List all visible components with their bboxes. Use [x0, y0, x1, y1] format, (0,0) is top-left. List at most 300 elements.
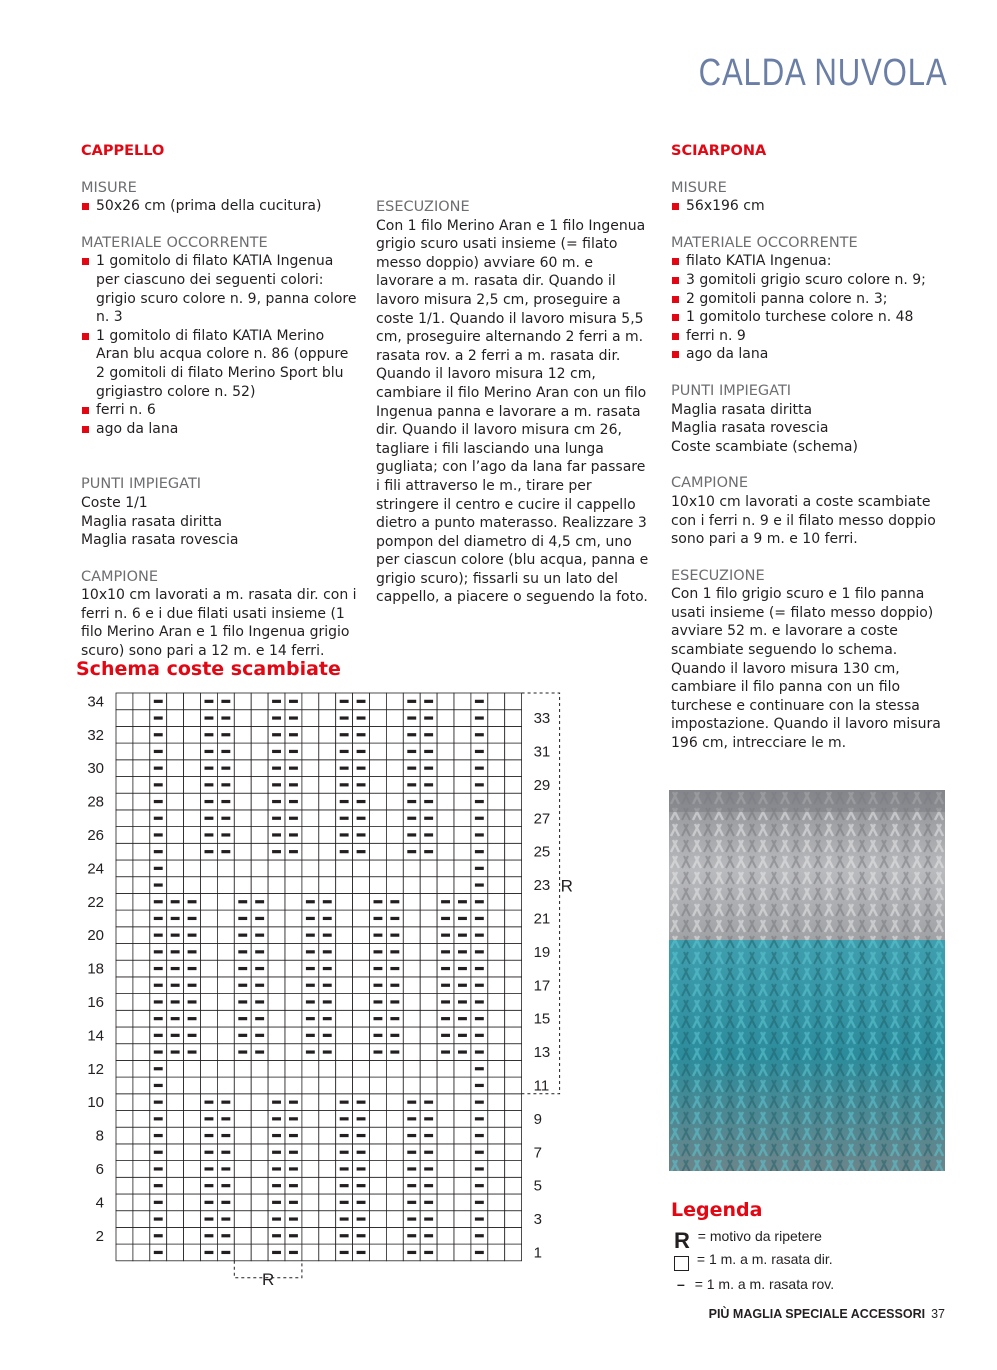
- purl-mark: [323, 1050, 332, 1053]
- row-label-right: 11: [533, 1077, 550, 1095]
- purl-mark: [475, 867, 484, 870]
- purl-mark: [205, 750, 214, 753]
- chart-cell: [488, 1060, 505, 1077]
- chart-cell: [133, 1177, 150, 1194]
- row-label-right: 27: [533, 810, 551, 828]
- purl-mark: [323, 1000, 332, 1003]
- chart-cell: [454, 1127, 471, 1144]
- purl-mark: [323, 950, 332, 953]
- purl-mark: [424, 1201, 433, 1204]
- chart-cell: [386, 877, 403, 894]
- chart-cell: [302, 860, 319, 877]
- purl-mark: [205, 817, 214, 820]
- purl-mark: [475, 1167, 484, 1170]
- chart-cell: [285, 1077, 302, 1094]
- purl-mark: [154, 1084, 163, 1087]
- chart-cell: [184, 1227, 201, 1244]
- chart-cell: [184, 1094, 201, 1111]
- footer-text: PIÙ MAGLIA SPECIALE ACCESSORI: [708, 1307, 926, 1321]
- chart-cell: [167, 1177, 184, 1194]
- purl-mark: [475, 1050, 484, 1053]
- chart-cell: [437, 1127, 454, 1144]
- chart-cell: [488, 1044, 505, 1061]
- sciarpona-esecuzione-label: ESECUZIONE: [671, 567, 765, 584]
- purl-mark: [238, 900, 247, 903]
- chart-cell: [167, 1194, 184, 1211]
- chart-cell: [353, 960, 370, 977]
- chart-cell: [234, 1194, 251, 1211]
- purl-mark: [205, 716, 214, 719]
- chart-cell: [505, 760, 522, 777]
- chart-cell: [217, 860, 234, 877]
- chart-cell: [201, 1010, 218, 1027]
- chart-cell: [302, 877, 319, 894]
- row-label-right: 23: [533, 877, 551, 895]
- chart-cell: [437, 743, 454, 760]
- cappello-heading: CAPPELLO: [81, 143, 165, 159]
- purl-mark: [306, 984, 315, 987]
- chart-cell: [133, 793, 150, 810]
- chart-cell: [251, 1194, 268, 1211]
- purl-mark: [255, 1000, 264, 1003]
- purl-mark: [475, 800, 484, 803]
- purl-mark: [255, 934, 264, 937]
- row-label-right: 5: [533, 1177, 542, 1195]
- purl-mark: [441, 917, 450, 920]
- purl-mark: [272, 700, 281, 703]
- purl-mark: [424, 733, 433, 736]
- purl-mark: [441, 1034, 450, 1037]
- row-label-left: 10: [87, 1094, 104, 1112]
- purl-mark: [475, 1000, 484, 1003]
- chart-cell: [302, 1177, 319, 1194]
- chart-cell: [167, 777, 184, 794]
- chart-cell: [403, 927, 420, 944]
- purl-mark: [154, 867, 163, 870]
- chart-cell: [268, 910, 285, 927]
- chart-cell: [133, 1244, 150, 1261]
- chart-cell: [133, 1161, 150, 1178]
- purl-mark: [154, 900, 163, 903]
- cappello-punto: Maglia rasata diritta: [81, 513, 223, 530]
- chart-cell: [370, 843, 387, 860]
- purl-mark: [272, 733, 281, 736]
- chart-cell: [386, 1177, 403, 1194]
- chart-cell: [167, 860, 184, 877]
- chart-cell: [319, 760, 336, 777]
- chart-cell: [201, 1077, 218, 1094]
- purl-mark: [340, 700, 349, 703]
- chart-cell: [201, 994, 218, 1011]
- purl-mark: [340, 1117, 349, 1120]
- chart-cell: [336, 1044, 353, 1061]
- chart-cell: [420, 994, 437, 1011]
- chart-cell: [302, 810, 319, 827]
- legend-row-knit: [674, 1251, 833, 1271]
- purl-mark: [458, 934, 467, 937]
- chart-cell: [454, 1194, 471, 1211]
- purl-mark: [441, 1050, 450, 1053]
- footer: [709, 1307, 945, 1321]
- chart-cell: [302, 726, 319, 743]
- chart-cell: [437, 777, 454, 794]
- chart-cell: [505, 743, 522, 760]
- chart-cell: [234, 1094, 251, 1111]
- chart-cell: [217, 994, 234, 1011]
- chart-cell: [201, 893, 218, 910]
- purl-mark: [475, 984, 484, 987]
- chart-cell: [454, 843, 471, 860]
- purl-mark: [407, 700, 416, 703]
- chart-cell: [319, 1211, 336, 1228]
- purl-mark: [289, 1251, 298, 1254]
- chart-cell: [234, 1060, 251, 1077]
- chart-cell: [268, 994, 285, 1011]
- chart-cell: [184, 726, 201, 743]
- purl-mark: [407, 1101, 416, 1104]
- chart-cell: [505, 1010, 522, 1027]
- chart-cell: [353, 944, 370, 961]
- purl-mark: [171, 950, 180, 953]
- chart-cell: [251, 1211, 268, 1228]
- chart-cell: [184, 810, 201, 827]
- chart-cell: [285, 860, 302, 877]
- purl-mark: [272, 1251, 281, 1254]
- purl-mark: [475, 733, 484, 736]
- chart-cell: [251, 1127, 268, 1144]
- chart-cell: [234, 1127, 251, 1144]
- chart-cell: [370, 1094, 387, 1111]
- purl-mark: [205, 1184, 214, 1187]
- cappello-misure-label: MISURE: [81, 179, 137, 196]
- purl-mark: [407, 833, 416, 836]
- chart-cell: [488, 860, 505, 877]
- chart-cell: [116, 1127, 133, 1144]
- chart-cell: [167, 1060, 184, 1077]
- chart-cell: [319, 777, 336, 794]
- chart-cell: [505, 710, 522, 727]
- purl-mark: [289, 1151, 298, 1154]
- cappello-campione-label: CAMPIONE: [81, 568, 158, 585]
- chart-cell: [268, 1077, 285, 1094]
- chart-cell: [437, 693, 454, 710]
- chart-cell: [184, 710, 201, 727]
- chart-cell: [488, 877, 505, 894]
- purl-mark: [458, 984, 467, 987]
- chart-cell: [454, 777, 471, 794]
- chart-cell: [302, 760, 319, 777]
- purl-mark: [221, 1201, 230, 1204]
- chart-cell: [505, 810, 522, 827]
- sciarpona-punto: Maglia rasata diritta: [671, 401, 813, 418]
- purl-mark: [340, 750, 349, 753]
- cappello-esecuzione: Con 1 filo Merino Aran e 1 filo Ingenua grigio scuro usati insieme (= filato messo doppio) avviare 60 m. e lavorare a m. rasata dir. Quando il lavoro misura 2,5 cm, proseguire a coste 1/1. Quando il lavoro misura 5,5 cm, proseguire alternando 2 ferri a m. rasata rov. a 2 ferri a m. rasata dir. Quando il lavoro misura 12 cm, cambiare il filo Merino Aran con un filo Ingenua panna e lavorare a m. rasata dir. Quando il lavoro misura cm 26, tagliare i fili lasciando una lunga gugliata; con l’ago da lana far passare i fili attraverso le m., tirare per stringere il centro e cucire il cappello dietro a punto materasso. Realizzare 3 pompon del diametro di 4,5 cm, uno per ciascun colore (blu acqua, panna e grigio scuro); fissarli su un lato del cappello, a piacere o seguendo la foto.: [376, 217, 649, 606]
- chart-cell: [403, 1077, 420, 1094]
- sciarpona-misure-label: MISURE: [671, 179, 727, 196]
- chart-cell: [285, 977, 302, 994]
- chart-cell: [167, 726, 184, 743]
- purl-mark: [255, 1017, 264, 1020]
- purl-mark: [171, 917, 180, 920]
- purl-mark: [340, 733, 349, 736]
- purl-mark: [221, 1134, 230, 1137]
- purl-mark: [407, 1217, 416, 1220]
- purl-mark: [205, 833, 214, 836]
- chart-cell: [403, 1027, 420, 1044]
- chart-cell: [133, 1211, 150, 1228]
- chart-cell: [437, 793, 454, 810]
- chart-cell: [285, 994, 302, 1011]
- chart-cell: [116, 1244, 133, 1261]
- purl-mark: [221, 833, 230, 836]
- chart-cell: [285, 877, 302, 894]
- purl-mark: [289, 1201, 298, 1204]
- chart-cell: [302, 1194, 319, 1211]
- chart-cell: [116, 710, 133, 727]
- purl-mark: [205, 1201, 214, 1204]
- chart-cell: [251, 793, 268, 810]
- chart-cell: [302, 1077, 319, 1094]
- purl-mark: [205, 850, 214, 853]
- purl-mark: [188, 917, 197, 920]
- purl-mark: [390, 1000, 399, 1003]
- purl-mark: [458, 1000, 467, 1003]
- chart-cell: [268, 927, 285, 944]
- purl-mark: [390, 1017, 399, 1020]
- row-label-right: 29: [533, 776, 551, 794]
- chart-cell: [403, 860, 420, 877]
- purl-mark: [205, 1234, 214, 1237]
- purl-mark: [272, 833, 281, 836]
- chart-cell: [201, 960, 218, 977]
- chart-cell: [167, 743, 184, 760]
- chart-cell: [505, 1161, 522, 1178]
- chart-cell: [116, 793, 133, 810]
- chart-cell: [167, 1111, 184, 1128]
- chart-cell: [353, 994, 370, 1011]
- chart-cell: [488, 910, 505, 927]
- chart-cell: [437, 1244, 454, 1261]
- chart-cell: [234, 860, 251, 877]
- chart-cell: [251, 777, 268, 794]
- chart-cell: [184, 1244, 201, 1261]
- purl-mark: [238, 1050, 247, 1053]
- chart-cell: [488, 1194, 505, 1211]
- purl-mark: [272, 800, 281, 803]
- chart-cell: [133, 1111, 150, 1128]
- chart-cell: [505, 910, 522, 927]
- chart-cell: [319, 693, 336, 710]
- purl-mark: [188, 934, 197, 937]
- purl-mark: [221, 817, 230, 820]
- chart-cell: [167, 1094, 184, 1111]
- chart-cell: [505, 726, 522, 743]
- chart-cell: [184, 860, 201, 877]
- chart-cell: [420, 1010, 437, 1027]
- chart-cell: [403, 977, 420, 994]
- chart-cell: [133, 843, 150, 860]
- chart-cell: [386, 1144, 403, 1161]
- chart-cell: [302, 743, 319, 760]
- chart-cell: [234, 1161, 251, 1178]
- chart-cell: [133, 1144, 150, 1161]
- purl-mark: [221, 767, 230, 770]
- chart-cell: [488, 777, 505, 794]
- purl-mark: [424, 1167, 433, 1170]
- purl-mark: [475, 1101, 484, 1104]
- purl-mark: [357, 1167, 366, 1170]
- chart-cell: [116, 843, 133, 860]
- purl-mark: [407, 1251, 416, 1254]
- chart-cell: [420, 1060, 437, 1077]
- chart-cell: [353, 910, 370, 927]
- chart-cell: [201, 1027, 218, 1044]
- purl-mark: [221, 1117, 230, 1120]
- chart-cell: [133, 710, 150, 727]
- purl-mark: [407, 783, 416, 786]
- chart-cell: [386, 777, 403, 794]
- purl-mark: [154, 1050, 163, 1053]
- legend-row-purl: [674, 1276, 834, 1292]
- chart-cell: [201, 910, 218, 927]
- chart-cell: [505, 1144, 522, 1161]
- chart-cell: [268, 1010, 285, 1027]
- purl-mark: [272, 783, 281, 786]
- chart-cell: [336, 927, 353, 944]
- purl-mark: [154, 733, 163, 736]
- purl-mark: [272, 767, 281, 770]
- chart-cell: [234, 827, 251, 844]
- purl-mark: [407, 750, 416, 753]
- chart-cell: [251, 1144, 268, 1161]
- row-label-left: 32: [87, 726, 104, 744]
- purl-mark: [272, 750, 281, 753]
- chart-cell: [386, 760, 403, 777]
- chart-cell: [184, 1161, 201, 1178]
- purl-mark: [323, 1034, 332, 1037]
- chart-cell: [454, 760, 471, 777]
- purl-mark: [475, 1217, 484, 1220]
- chart-cell: [370, 693, 387, 710]
- chart-cell: [116, 810, 133, 827]
- chart-cell: [184, 693, 201, 710]
- purl-mark: [289, 1184, 298, 1187]
- chart-cell: [184, 1211, 201, 1228]
- purl-mark: [205, 1167, 214, 1170]
- purl-mark: [255, 950, 264, 953]
- chart-cell: [420, 877, 437, 894]
- chart-cell: [302, 1161, 319, 1178]
- purl-mark: [205, 783, 214, 786]
- purl-mark: [154, 1000, 163, 1003]
- chart-cell: [251, 1161, 268, 1178]
- chart-cell: [116, 910, 133, 927]
- chart-cell: [268, 893, 285, 910]
- chart-cell: [370, 726, 387, 743]
- purl-mark: [154, 1117, 163, 1120]
- chart-cell: [386, 810, 403, 827]
- purl-mark: [441, 934, 450, 937]
- chart-cell: [302, 710, 319, 727]
- chart-cell: [319, 1244, 336, 1261]
- chart-cell: [403, 960, 420, 977]
- chart-cell: [133, 1044, 150, 1061]
- chart-cell: [386, 710, 403, 727]
- purl-mark: [475, 950, 484, 953]
- chart-cell: [386, 827, 403, 844]
- chart-cell: [184, 827, 201, 844]
- chart-cell: [386, 793, 403, 810]
- row-label-right: 3: [533, 1211, 542, 1229]
- purl-dash-icon: –: [677, 1276, 685, 1292]
- chart-cell: [505, 944, 522, 961]
- sciarpona-heading: SCIARPONA: [671, 143, 767, 159]
- purl-mark: [289, 783, 298, 786]
- chart-cell: [234, 1227, 251, 1244]
- purl-mark: [154, 934, 163, 937]
- chart-cell: [116, 1094, 133, 1111]
- chart-cell: [133, 1094, 150, 1111]
- chart-cell: [370, 743, 387, 760]
- purl-mark: [289, 800, 298, 803]
- chart-cell: [420, 927, 437, 944]
- purl-mark: [255, 1034, 264, 1037]
- chart-cell: [201, 860, 218, 877]
- purl-mark: [221, 1217, 230, 1220]
- purl-mark: [154, 750, 163, 753]
- chart-cell: [116, 877, 133, 894]
- purl-mark: [255, 984, 264, 987]
- purl-mark: [374, 917, 383, 920]
- chart-cell: [386, 1244, 403, 1261]
- purl-mark: [154, 1184, 163, 1187]
- purl-mark: [289, 817, 298, 820]
- purl-mark: [255, 917, 264, 920]
- chart-cell: [336, 910, 353, 927]
- chart-cell: [116, 1227, 133, 1244]
- chart-cell: [201, 877, 218, 894]
- chart-cell: [319, 743, 336, 760]
- purl-mark: [340, 1151, 349, 1154]
- chart-cell: [336, 877, 353, 894]
- page-title: CALDA NUVOLA: [698, 52, 947, 94]
- purl-mark: [238, 934, 247, 937]
- chart-cell: [488, 960, 505, 977]
- chart-cell: [505, 860, 522, 877]
- chart-cell: [167, 877, 184, 894]
- chart-cell: [268, 960, 285, 977]
- purl-mark: [424, 716, 433, 719]
- purl-mark: [306, 950, 315, 953]
- chart-cell: [116, 893, 133, 910]
- purl-mark: [154, 1017, 163, 1020]
- purl-mark: [424, 1217, 433, 1220]
- chart-cell: [234, 1144, 251, 1161]
- chart-cell: [201, 944, 218, 961]
- chart-cell: [454, 726, 471, 743]
- purl-mark: [154, 817, 163, 820]
- purl-mark: [154, 1134, 163, 1137]
- chart-cell: [167, 1161, 184, 1178]
- purl-mark: [306, 967, 315, 970]
- sciarpona-materiale-item: 3 gomitoli grigio scuro colore n. 9;: [671, 271, 947, 290]
- purl-mark: [475, 750, 484, 753]
- chart-cell: [353, 1060, 370, 1077]
- purl-mark: [289, 700, 298, 703]
- purl-mark: [475, 1234, 484, 1237]
- chart-cell: [488, 793, 505, 810]
- chart-cell: [251, 710, 268, 727]
